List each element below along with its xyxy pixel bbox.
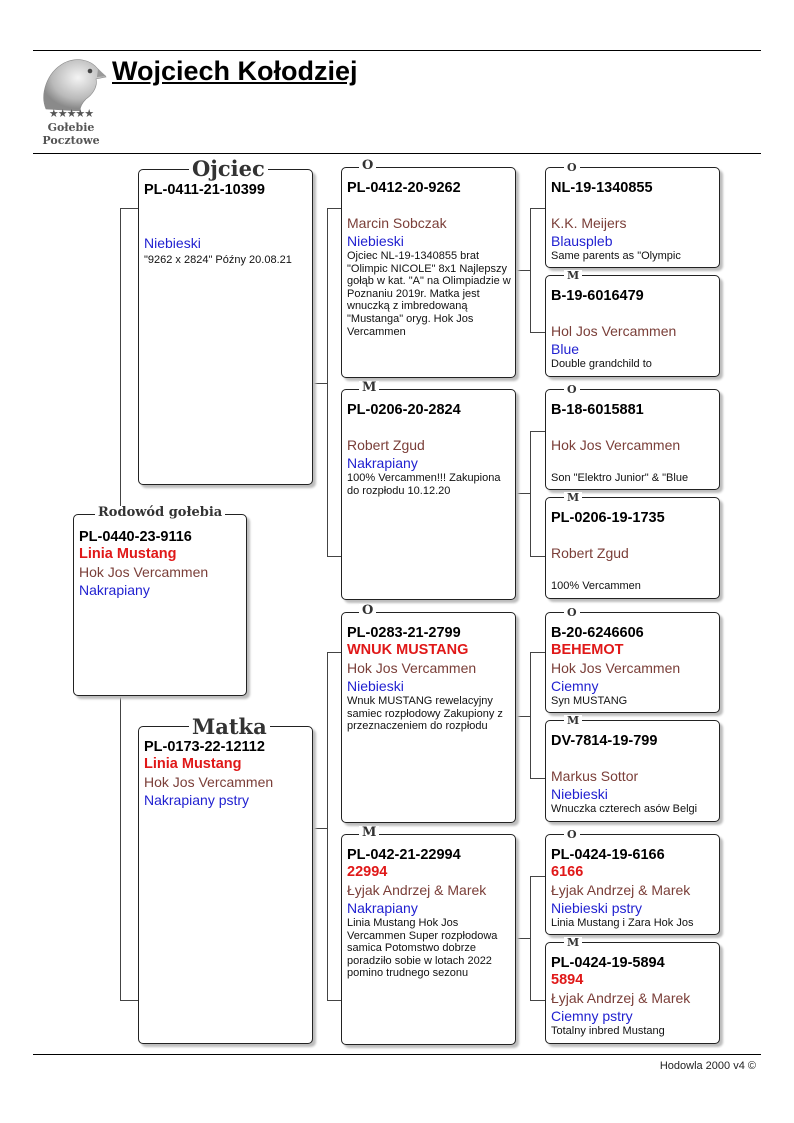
great-grandparent-card-fmf[interactable]	[545, 389, 720, 490]
dam-label: M	[564, 270, 582, 281]
breeder	[144, 216, 309, 234]
father-label: Ojciec	[189, 158, 268, 179]
ring-number: PL-0424-19-5894	[551, 955, 665, 971]
notes: 100% Vercammen	[551, 580, 641, 592]
breeder: Robert Zgud	[551, 545, 629, 561]
logo-text-line1: Gołebie	[47, 121, 95, 134]
color	[551, 454, 716, 472]
subject-label: Rodowód gołebia	[95, 506, 225, 519]
pigeon-name: 22994	[347, 864, 388, 880]
dam-label: M	[564, 715, 582, 726]
logo	[34, 55, 108, 147]
color: Nakrapiany	[347, 900, 418, 916]
color: Niebieski pstry	[551, 900, 643, 916]
pigeon-name: Linia Mustang	[144, 756, 242, 772]
maternal-grandmother-card[interactable]	[341, 834, 516, 1045]
great-grandparent-card-fmm[interactable]	[545, 497, 720, 599]
notes: Same parents as "Olympic	[551, 250, 681, 262]
color: Niebieski	[144, 235, 201, 251]
logo-text-line2: Pocztowe	[42, 134, 100, 147]
ring-number: NL-19-1340855	[551, 180, 653, 196]
page-title: Wojciech Kołodziej	[112, 56, 358, 86]
mother-card[interactable]	[138, 726, 313, 1044]
notes: "9262 x 2824" Późny 20.08.21	[144, 254, 292, 266]
notes: 100% Vercammen!!! Zakupiona do rozpłodu 10.12.20	[347, 472, 501, 497]
great-grandparent-card-ffm[interactable]	[545, 275, 720, 377]
paternal-grandmother-card[interactable]	[341, 389, 516, 600]
great-grandparent-card-mff[interactable]	[545, 612, 720, 713]
breeder: Hok Jos Vercammen	[347, 660, 477, 676]
ring-number: PL-0283-21-2799	[347, 625, 461, 641]
dam-label: M	[359, 381, 379, 394]
sire-label: O	[564, 607, 580, 618]
pigeon-name: Linia Mustang	[79, 546, 177, 562]
breeder: Hok Jos Vercammen	[551, 437, 681, 453]
sire-label: O	[564, 384, 580, 395]
color: Niebieski	[347, 678, 404, 694]
logo-stars: ★★★★★	[48, 108, 94, 120]
notes: Ojciec NL-19-1340855 brat "Olimpic NICOLE" 8x1 Najlepszy gołąb w kat. "A" na Olimpiadzie w Poznaniu 2019r. Matka jest wnuczką z imbredowaną "Mustanga" oryg. Hok Jos Vercammen	[347, 250, 511, 338]
dam-label: M	[359, 826, 379, 839]
color: Blue	[551, 341, 580, 357]
notes: Son "Elektro Junior" & "Blue	[551, 472, 689, 484]
color: Blauspleb	[551, 233, 613, 249]
color: Nakrapiany pstry	[144, 792, 250, 808]
breeder: Hok Jos Vercammen	[551, 660, 681, 676]
ring-number: PL-0411-21-10399	[144, 182, 265, 198]
header-rule	[33, 153, 761, 154]
breeder: Hok Jos Vercammen	[79, 564, 209, 580]
great-grandparent-card-mfm[interactable]	[545, 720, 720, 822]
pigeon-name: BEHEMOT	[551, 642, 624, 658]
breeder: K.K. Meijers	[551, 215, 627, 231]
ring-number: PL-0173-22-12112	[144, 739, 265, 755]
ring-number: PL-0412-20-9262	[347, 180, 461, 196]
maternal-grandfather-card[interactable]	[341, 612, 516, 823]
breeder: Robert Zgud	[347, 437, 425, 453]
color: Ciemny pstry	[551, 1008, 633, 1024]
sire-label: O	[359, 604, 376, 617]
sire-label: O	[359, 159, 376, 172]
mother-label: Matka	[189, 716, 270, 737]
footer-rule	[33, 1054, 761, 1055]
great-grandparent-card-mmm[interactable]	[545, 942, 720, 1044]
ring-number: B-20-6246606	[551, 625, 644, 641]
breeder: Markus Sottor	[551, 768, 639, 784]
breeder: Hok Jos Vercammen	[144, 774, 274, 790]
great-grandparent-card-fff[interactable]	[545, 167, 720, 268]
ring-number: PL-042-21-22994	[347, 847, 461, 863]
great-grandparent-card-mmf[interactable]	[545, 834, 720, 935]
pigeon-head-icon	[34, 55, 108, 111]
ring-number: PL-0440-23-9116	[79, 529, 192, 545]
breeder: Hol Jos Vercammen	[551, 323, 677, 339]
ring-number: PL-0424-19-6166	[551, 847, 665, 863]
pigeon-name: 5894	[551, 972, 584, 988]
breeder: Marcin Sobczak	[347, 215, 447, 231]
breeder: Łyjak Andrzej & Marek	[551, 990, 691, 1006]
color: Niebieski	[551, 786, 608, 802]
top-rule	[33, 50, 761, 51]
notes: Linia Mustang Hok Jos Vercammen Super rozpłodowa samica Potomstwo dobrze poradziło sobie w lotach 2022 pomino trudnego sezonu	[347, 917, 498, 980]
breeder: Łyjak Andrzej & Marek	[347, 882, 487, 898]
notes: Wnuczka czterech asów Belgi	[551, 803, 698, 815]
ring-number: PL-0206-19-1735	[551, 510, 665, 526]
father-card[interactable]	[138, 169, 313, 485]
notes: Totalny inbred Mustang	[551, 1025, 665, 1037]
notes: Syn MUSTANG	[551, 695, 628, 707]
color	[551, 562, 716, 580]
color: Nakrapiany	[79, 582, 150, 598]
notes: Wnuk MUSTANG rewelacyjny samiec rozpłodowy Zakupiony z przeznaczeniem do rozpłodu	[347, 695, 503, 733]
pigeon-name: WNUK MUSTANG	[347, 642, 469, 658]
ring-number: DV-7814-19-799	[551, 733, 658, 749]
sire-label: O	[564, 829, 580, 840]
notes: Double grandchild to	[551, 358, 652, 370]
breeder: Łyjak Andrzej & Marek	[551, 882, 691, 898]
color: Ciemny	[551, 678, 599, 694]
notes: Linia Mustang i Zara Hok Jos	[551, 917, 694, 929]
ring-number: B-18-6015881	[551, 402, 644, 418]
ring-number: B-19-6016479	[551, 288, 644, 304]
sire-label: O	[564, 162, 580, 173]
dam-label: M	[564, 937, 582, 948]
subject-pigeon-card[interactable]	[73, 514, 247, 696]
dam-label: M	[564, 492, 582, 503]
ring-number: PL-0206-20-2824	[347, 402, 461, 418]
color: Nakrapiany	[347, 455, 418, 471]
pigeon-name: 6166	[551, 864, 584, 880]
color: Niebieski	[347, 233, 404, 249]
paternal-grandfather-card[interactable]	[341, 167, 516, 378]
footer-credit: Hodowla 2000 v4 ©	[659, 1060, 756, 1072]
